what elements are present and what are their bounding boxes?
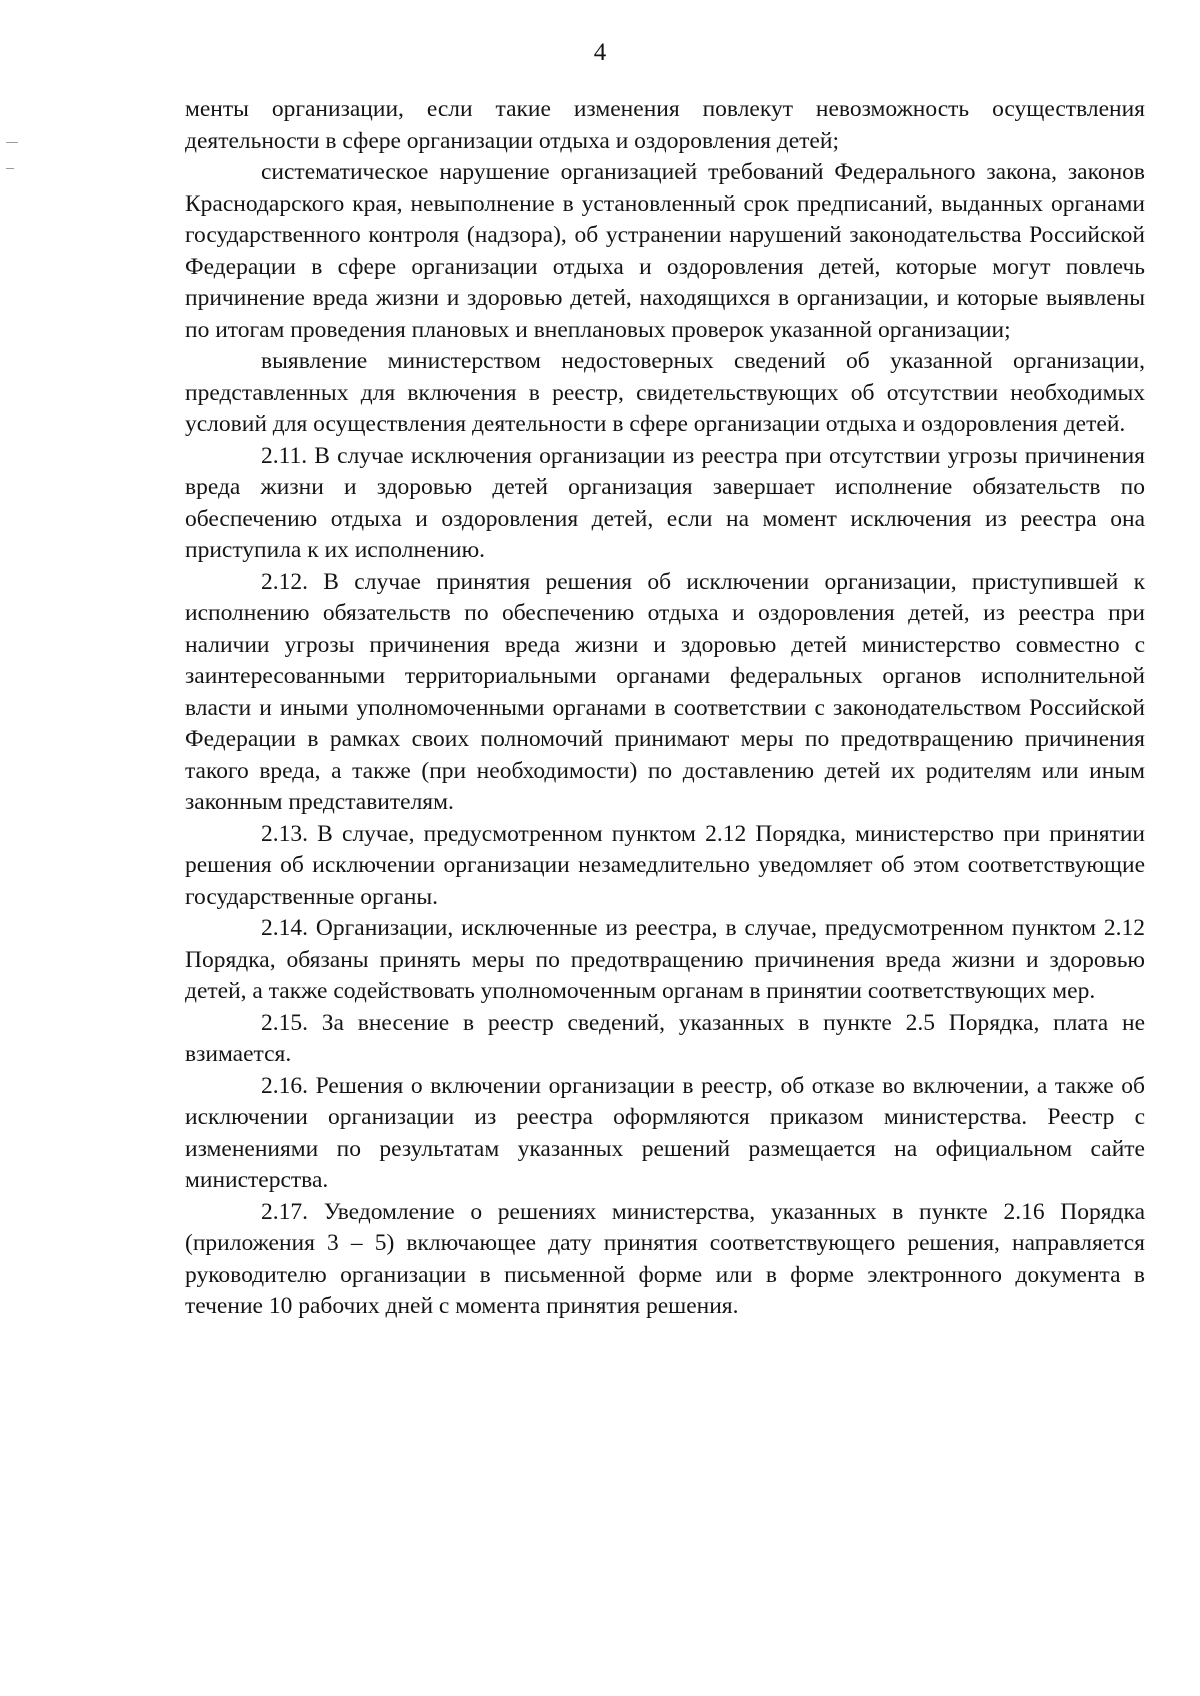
scan-margin-mark — [6, 142, 18, 143]
paragraph-2-11: 2.11. В случае исключения организации из реестра при отсутствии угрозы причинения вреда жизни и здоровью детей организация завершает исполнение обязательств по обеспечению отдыха и оздоровления детей, если на момент исключения из реестра она приступила к их исполнению. — [185, 442, 1145, 563]
paragraph-2-16: 2.16. Решения о включении организации в реестр, об отказе во включении, а также об исключении организации из реестра оформляются приказом министерства. Реестр с изменениями по результатам указанных решений размещается на официальном сайте министерства. — [185, 1072, 1145, 1193]
paragraph-2-12: 2.12. В случае принятия решения об исключении организации, приступившей к исполнению обязательств по обеспечению отдыха и оздоровления детей, из реестра при наличии угрозы причинения вреда жизни и здоровью детей министерство совместно с заинтересованными территориальными органами федеральных органов исполнительной власти и иными уполномоченными органами в соответствии с законодательством Российской Федерации в рамках своих полномочий принимают меры по предотвращению причинения такого вреда, а также (при необходимости) по доставлению детей их родителям или иным законным представителям. — [185, 568, 1145, 815]
paragraph-2-15: 2.15. За внесение в реестр сведений, указанных в пункте 2.5 Порядка, плата не взимается. — [185, 1009, 1145, 1067]
document-body — [185, 94, 1145, 1323]
page-number: 4 — [593, 39, 607, 66]
paragraph-systematic-violation: систематическое нарушение организацией требований Федерального закона, законов Краснодарского края, невыполнение в установленный срок предписаний, выданных органами государственного контроля (надзора), об устранении нарушений законодательства Российской Федерации в сфере организации отдыха и оздоровления детей, которые могут повлечь причинение вреда жизни и здоровью детей, находящихся в организации, и которые выявлены по итогам проведения плановых и внеплановых проверок указанной организации; — [185, 159, 1145, 343]
paragraph-2-13: 2.13. В случае, предусмотренном пунктом 2.12 Порядка, министерство при принятии решения об исключении организации незамедлительно уведомляет об этом соответствующие государственные органы. — [185, 820, 1145, 910]
paragraph-continuation: менты организации, если такие изменения повлекут невозможность осуществления деятельности в сфере организации отдыха и оздоровления детей; — [185, 96, 1145, 154]
scan-margin-mark — [6, 168, 14, 169]
paragraph-false-information: выявление министерством недостоверных сведений об указанной организации, представленных для включения в реестр, свидетельствующих об отсутствии необходимых условий для осуществления деятельности в сфере организации отдыха и оздоровления детей. — [185, 348, 1145, 437]
paragraph-2-17: 2.17. Уведомление о решениях министерства, указанных в пункте 2.16 Порядка (приложения 3 – 5) включающее дату принятия соответствующего решения, направляется руководителю организации в письменной форме или в форме электронного документа в течение 10 рабочих дней с момента принятия решения. — [185, 1198, 1145, 1319]
paragraph-2-14: 2.14. Организации, исключенные из реестра, в случае, предусмотренном пунктом 2.12 Порядка, обязаны принять меры по предотвращению причинения вреда жизни и здоровью детей, а также содействовать уполномоченным органам в принятии соответствующих мер. — [185, 915, 1145, 1004]
